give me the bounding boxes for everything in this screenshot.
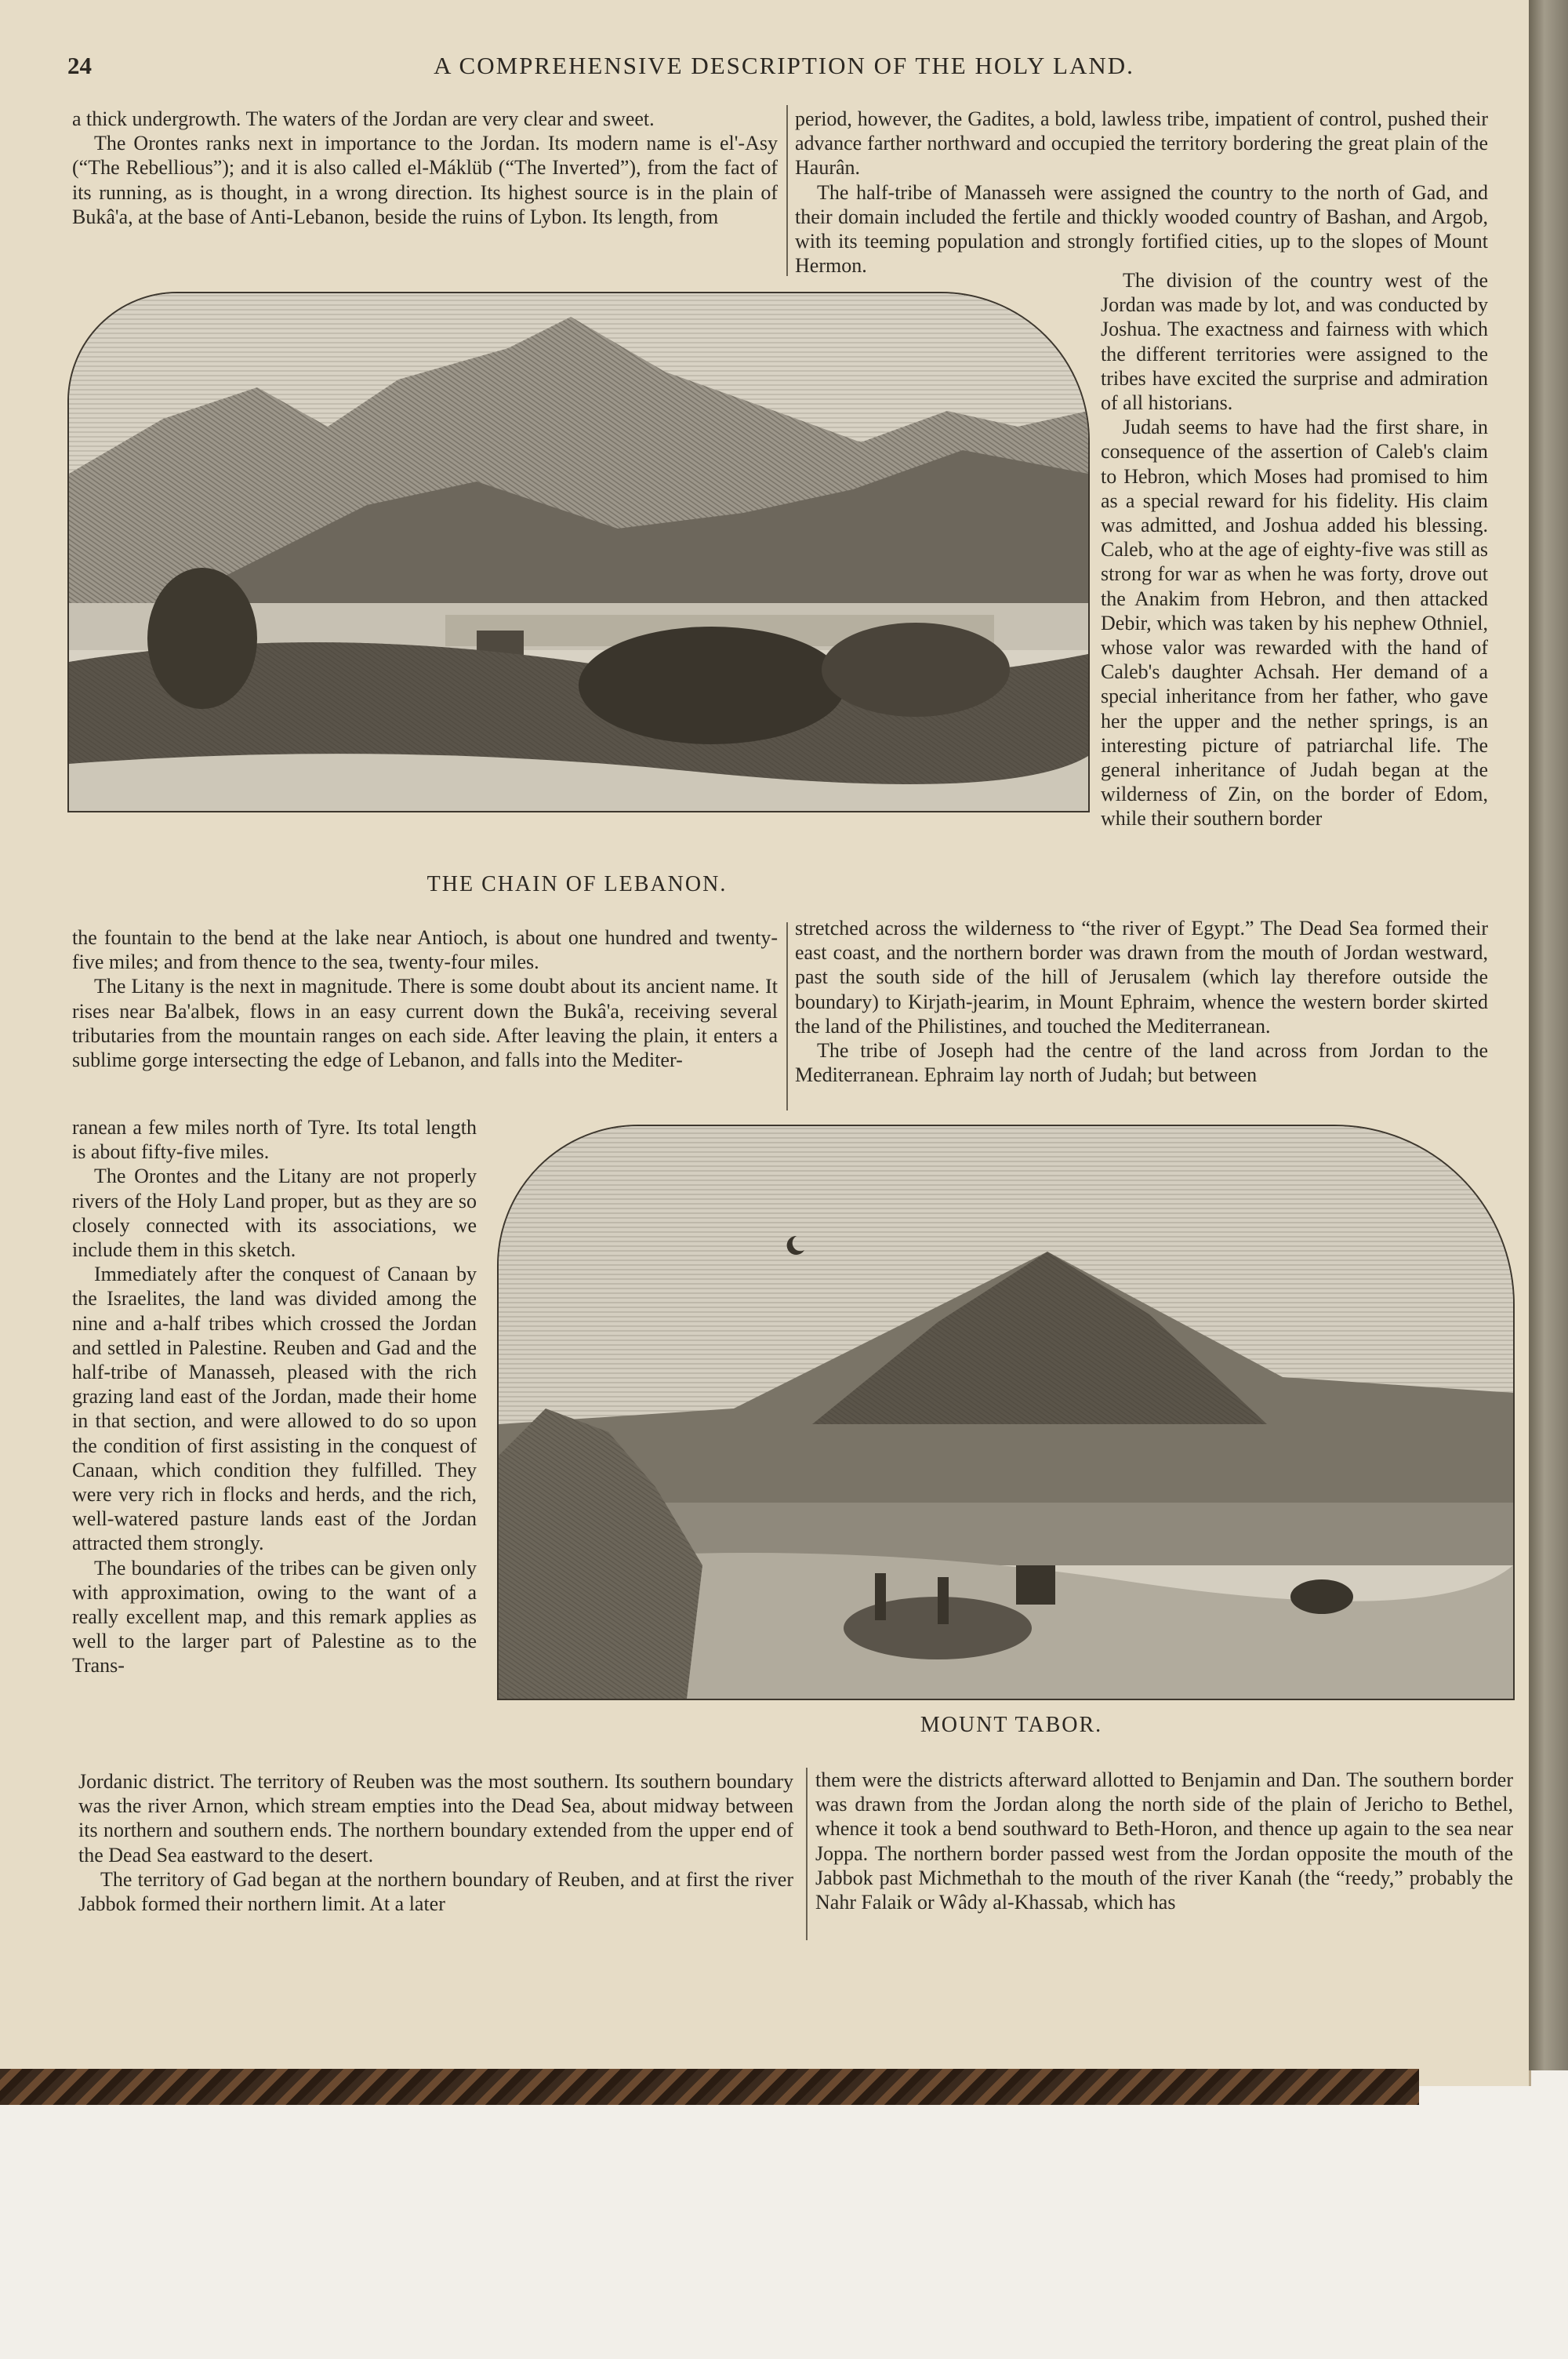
column-left-bottom <box>78 1769 793 1916</box>
paragraph: Judah seems to have had the first share, in consequence of the assertion of Caleb's claim to Hebron, which Moses had promised to him as a special reward for his fidelity. His claim was admitted, and Joshua added his blessing. Caleb, who at the age of eighty-five was still as strong for war as when he was forty, drove out the Anakim from Hebron, and then attacked Debir, which was taken by his nephew Othniel, whose valor was rewarded with the hand of Caleb's daughter Achsah. Her demand of a special inheritance from her father, who gave her the upper and the nether springs, is an interesting picture of patriarchal life. The general inheritance of Judah began at the wilderness of Zin, on the border of Edom, while their southern border <box>1101 416 1488 831</box>
column-rule <box>786 922 788 1110</box>
column-rule <box>806 1768 808 1940</box>
engraving-chain-of-lebanon <box>67 292 1090 812</box>
column-right-beside-lebanon <box>1101 268 1488 831</box>
page-stack-edge <box>1529 0 1568 2070</box>
paragraph: The tribe of Joseph had the centre of the land across from Jordan to the Mediterranean. Ephraim lay north of Judah; but between <box>795 1039 1488 1087</box>
paragraph: Jordanic district. The territory of Reuben was the most southern. Its southern boundary was the river Arnon, which stream empties into the Dead Sea, about midway between its northern and southern ends. The northern boundary extended from the upper end of the Dead Sea eastward to the desert. <box>78 1770 793 1866</box>
paragraph: The boundaries of the tribes can be given only with approximation, owing to the want of a really excellent map, and this remark applies as well to the larger part of Palestine as to the Trans- <box>72 1556 477 1677</box>
running-head <box>63 52 1505 86</box>
column-left-beside-tabor <box>72 1115 477 1678</box>
caption-mount-tabor: MOUNT TABOR. <box>920 1713 1103 1737</box>
paragraph: The Orontes ranks next in importance to the Jordan. Its modern name is el'-Asy (“The Rebellious”); and it is also called el-Máklüb (“The Inverted”), from the fact of its running, as is thought, in a wrong direction. Its highest source is in the plain of Bukâ'a, at the base of Anti-Lebanon, beside the ruins of Lybon. Its length, from <box>72 132 778 228</box>
paragraph: The territory of Gad began at the northern boundary of Reuben, and at first the river Jabbok formed their northern limit. At a later <box>78 1867 793 1916</box>
column-right-top <box>795 107 1488 278</box>
paragraph: The half-tribe of Manasseh were assigned the country to the north of Gad, and their domain included the fertile and thickly wooded country of Bashan, and Argob, with its teeming population and strongly fortified cities, up to the slopes of Mount Hermon. <box>795 180 1488 278</box>
column-right-middle <box>795 916 1488 1087</box>
paragraph: Immediately after the conquest of Canaan by the Israelites, the land was divided among the nine and a-half tribes which crossed the Jordan and settled in Palestine. Reuben and Gad and the half-tribe of Manasseh, pleased with the rich grazing land east of the Jordan, made their home in that section, and were allowed to do so upon the condition of first assisting in the conquest of Canaan, which condition they fulfilled. They were very rich in flocks and herds, and the rich, well-watered pasture lands east of the Jordan attracted them strongly. <box>72 1263 477 1555</box>
paragraph: period, however, the Gadites, a bold, lawless tribe, impatient of control, pushed their advance farther northward and occupied the territory bordering the great plain of the Haurân. <box>795 107 1488 180</box>
paragraph: The division of the country west of the Jordan was made by lot, and was conducted by Joshua. The exactness and fairness with which the different territories were assigned to the tribes have excited the surprise and admiration of all historians. <box>1101 269 1488 415</box>
column-left-top <box>72 107 778 229</box>
column-rule <box>786 105 788 276</box>
tabor-illustration <box>499 1126 1513 1699</box>
paragraph: a thick undergrowth. The waters of the Jordan are very clear and sweet. <box>72 107 655 130</box>
paragraph: the fountain to the bend at the lake near Antioch, is about one hundred and twenty-five miles; and from thence to the sea, twenty-four miles. <box>72 926 778 974</box>
column-right-bottom <box>815 1768 1513 1914</box>
paragraph: them were the districts afterward allotted to Benjamin and Dan. The southern border was drawn from the Jordan along the north side of the plain of Jericho to Bethel, whence it took a bend southward to Beth-Horon, and thence up again to the sea near Joppa. The northern border passed west from the Jordan opposite the mouth of the Jabbok past Michmethah to the mouth of the river Kanah (the “reedy,” probably the Nahr Falaik or Wâdy al-Khassab, which has <box>815 1768 1513 1914</box>
page-title: A COMPREHENSIVE DESCRIPTION OF THE HOLY LAND. <box>434 52 1134 79</box>
page-number: 24 <box>67 52 92 79</box>
paragraph: The Litany is the next in magnitude. There is some doubt about its ancient name. It rises near Ba'albek, flows in an easy current down the Bukâ'a, receiving several tributaries from the mountain ranges on each side. After leaving the plain, it enters a sublime gorge intersecting the edge of Lebanon, and falls into the Mediter- <box>72 975 778 1072</box>
lebanon-illustration <box>69 293 1088 811</box>
paragraph: ranean a few miles north of Tyre. Its total length is about fifty-five miles. <box>72 1116 477 1164</box>
paragraph: stretched across the wilderness to “the river of Egypt.” The Dead Sea formed their east coast, and the northern border was drawn from the mouth of Jordan westward, past the south side of the hill of Jerusalem (which lay therefore outside the boundary) to Kirjath-jearim, in Mount Ephraim, whence the western border skirted the land of the Philistines, and touched the Mediterranean. <box>795 917 1488 1038</box>
engraving-mount-tabor <box>497 1125 1515 1700</box>
book-binding <box>0 2069 1419 2105</box>
paragraph: The Orontes and the Litany are not properly rivers of the Holy Land proper, but as they are so closely connected with its associations, we include them in this sketch. <box>72 1165 477 1262</box>
column-left-middle <box>72 925 778 1072</box>
caption-chain-of-lebanon: THE CHAIN OF LEBANON. <box>426 872 728 896</box>
